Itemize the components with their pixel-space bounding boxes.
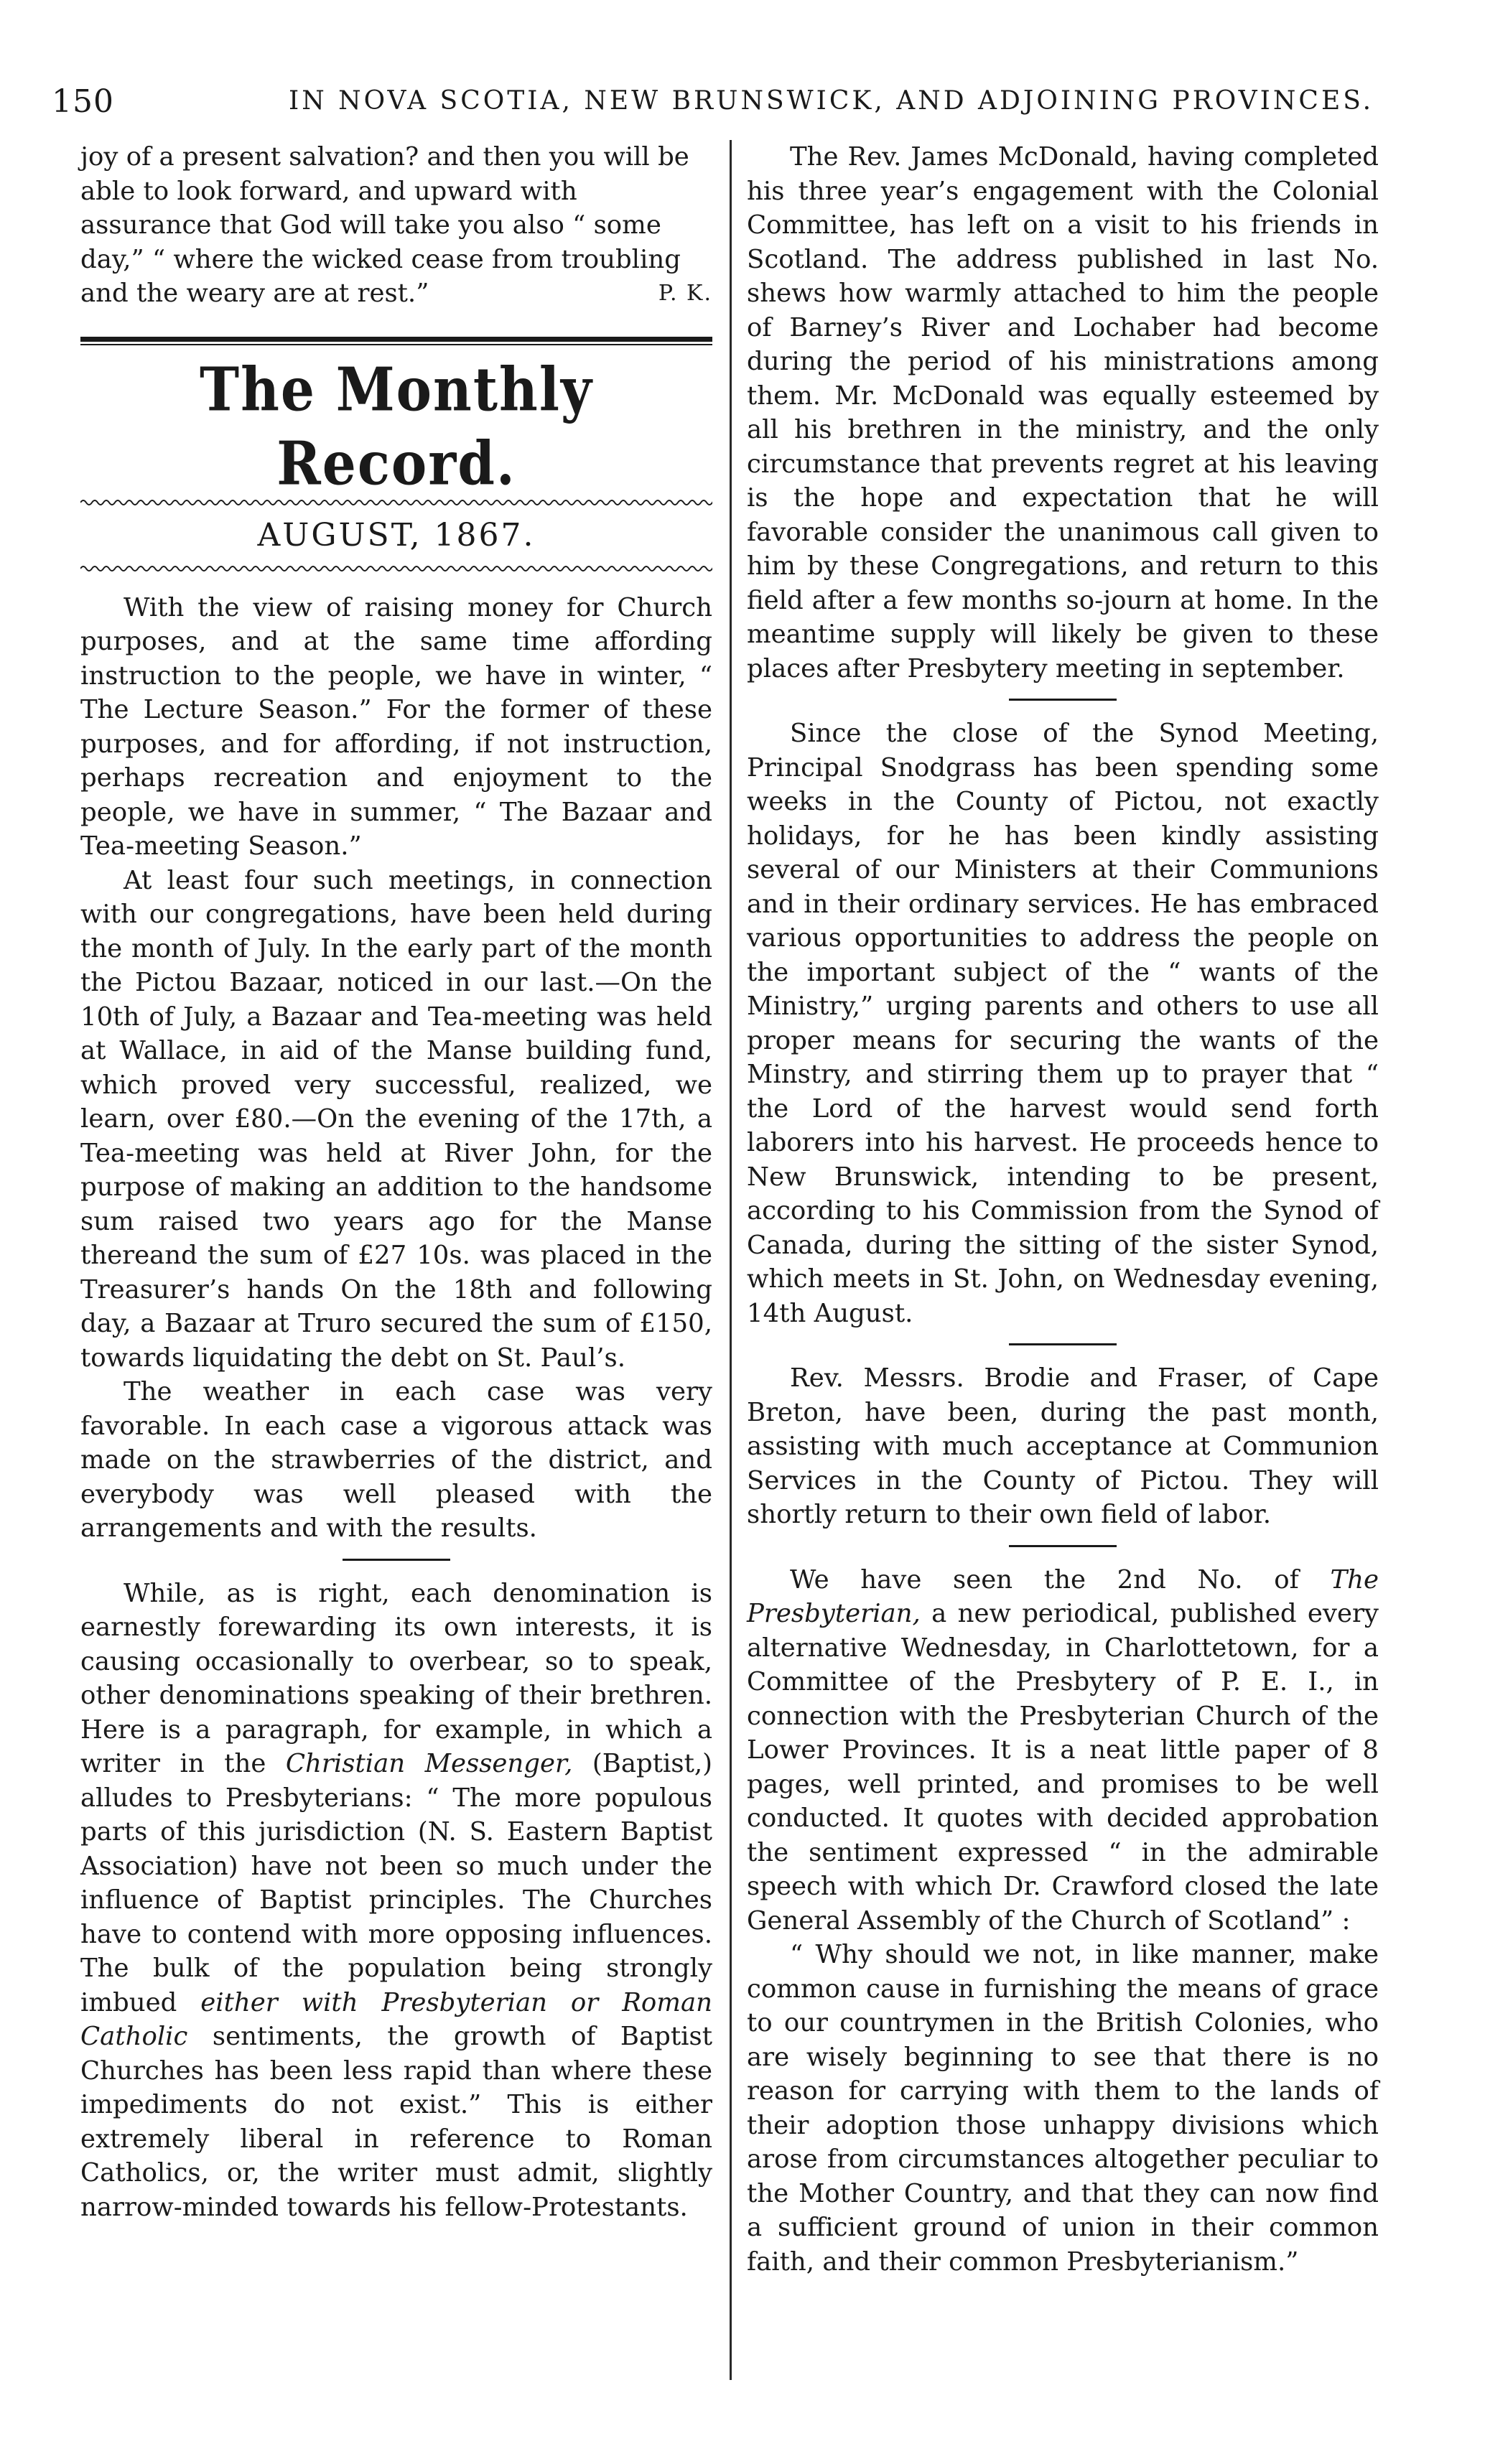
dateline: AUGUST, 1867. [257,516,536,554]
presbyterian-text-b: a new periodical, published every alternative Wednesday, in Charlottetown, for a Committee of the Presbytery of P. E. I., in connection with the Presbyterian Church of the Lower Provinces. It is a neat little paper of 8 pages, well printed, and promises to be well conducted. It quotes with decided approbation the sentiment expressed “ in the admirable speech with which Dr. Crawford closed the late General Assembly of the Church of Scotland” : [747,1599,1379,1936]
left-column [80,140,712,2224]
paragraph-denominations [80,1577,712,2225]
page-number: 150 [52,83,114,120]
masthead: The Monthly Record. [200,355,593,499]
paragraph-lecture-season: With the view of raising money for Church purposes, and at the same time affording instruction to the people, we have in winter, “ The Lecture Season.” For the former of these purposes, and for affording, if not instruction, perhaps recreation and enjoyment to the people, we have in summer, “ The Bazaar and Tea-meeting Season.” [80,592,712,861]
presbyterian-text-a: We have seen the 2nd No. of [790,1564,1331,1595]
running-head [52,79,1430,129]
article-ending [80,140,712,311]
denominations-text-a: While, as is right, each denomination is earnestly forewarding its own interests, it is causing occasionally to overbear, so to speak, other denominations speaking of their brethren. Here is a paragraph, for example, in which a writer in the [80,1578,712,1778]
section-rule [80,335,712,342]
short-rule [1009,1343,1117,1345]
right-column [747,140,1379,2279]
column-rule [730,140,732,2380]
denominations-text-c: sentiments, the growth of Baptist Churches has been less rapid than where these impediments do not exist.” This is either extremely liberal in reference to Roman Catholics, or, the writer must admit, slightly narrow-minded towards his fellow-Protestants. [80,2022,712,2222]
paragraph-meetings: At least four such meetings, in connection with our congregations, have been held during the month of July. In the early part of the month the Pictou Bazaar, noticed in our last.—On the 10th of July, a Bazaar and Tea-meeting was held at Wallace, in aid of the Manse building fund, which proved very successful, realized, we learn, over £80.—On the evening of the 17th, a Tea-meeting was held at River John, for the purpose of making an addition to the handsome sum raised two years ago for the Manse thereand the sum of £27 10s. was placed in the Treasurer’s hands On the 18th and following day, a Bazaar at Truro secured the sum of £150, towards liquidating the debt on St. Paul’s. [80,865,712,1373]
presbyterian-catholic-emphasis: either with Presbyterian or Roman Catholic [80,1987,712,2051]
short-rule [1009,699,1117,701]
paragraph-brodie-fraser: Rev. Messrs. Brodie and Fraser, of Cape Breton, have been, during the past month, assisting with much acceptance at Communion Services in the County of Pictou. They will shortly return to their own field of labor. [747,1363,1379,1529]
paragraph-mcdonald: The Rev. James McDonald, having completed his three year’s engagement with the Colonial Committee, has left on a visit to his friends in Scotland. The address published in last No. shews how warmly attached to him the people of Barney’s River and Lochaber had become during the period of his ministrations among them. Mr. McDonald was equally esteemed by all his brethren in the ministry, and the only circumstance that prevents regret at his leaving is the hope and expectation that he will favorable consider the unanimous call given to him by these Congregations, and return to this field after a few months so-journ at home. In the meantime supply will likely be given to these places after Presbytery meeting in september. [747,142,1379,683]
presbyterian-title: The Presbyterian, [747,1564,1379,1628]
denominations-text-b: (Baptist,) alludes to Presbyterians: “ The more populous parts of this jurisdiction (N. S. Eastern Baptist Association) have not been so much under the influence of Baptist principles. The Churches have to contend with more opposing influences. The bulk of the population being strongly imbued [80,1749,712,2017]
paragraph-snodgrass: Since the close of the Synod Meeting, Principal Snodgrass has been spending some weeks in the County of Pictou, not exactly holidays, for he has been kindly assisting several of our Ministers at their Communions and in their ordinary services. He has embraced various opportunities to address the people on the important subject of the “ wants of the Ministry,” urging parents and others to use all proper means for securing the wants of the Minstry, and stirring them up to prayer that “ the Lord of the harvest would send forth laborers into his harvest. He proceeds hence to New Brunswick, intending to be present, according to his Commission from the Synod of Canada, during the sitting of the sister Synod, which meets in St. John, on Wednesday evening, 14th August. [747,719,1379,1328]
paragraph-quotation: “ Why should we not, in like manner, make common cause in furnishing the means of grace to our countrymen in the British Colonies, who are wisely beginning to see that there is no reason for carrying with them to the lands of their adoption those unhappy divisions which arose from circumstances altogether peculiar to the Mother Country, and that they can now find a sufficient ground of union in their common faith, and their common Presbyterianism.” [747,1940,1379,2277]
short-rule [343,1559,450,1561]
paragraph-weather: The weather in each case was very favorable. In each case a vigorous attack was made on the strawberries of the district, and everybody was well pleased with the arrangements and with the results. [80,1377,712,1543]
author-signature: P. K. [658,281,712,306]
wavy-rule-bottom [80,562,712,575]
christian-messenger-title: Christian Messenger, [285,1749,573,1778]
paragraph-presbyterian [747,1563,1379,1938]
running-title: IN NOVA SCOTIA, NEW BRUNSWICK, AND ADJOINING PROVINCES. [289,86,1374,116]
article-ending-text: joy of a present salvation? and then you will be able to look forward, and upward with assurance that God will take you also “ some day,” “ where the wicked cease from troubling and the weary are at rest.” [80,142,689,308]
short-rule [1009,1545,1117,1547]
